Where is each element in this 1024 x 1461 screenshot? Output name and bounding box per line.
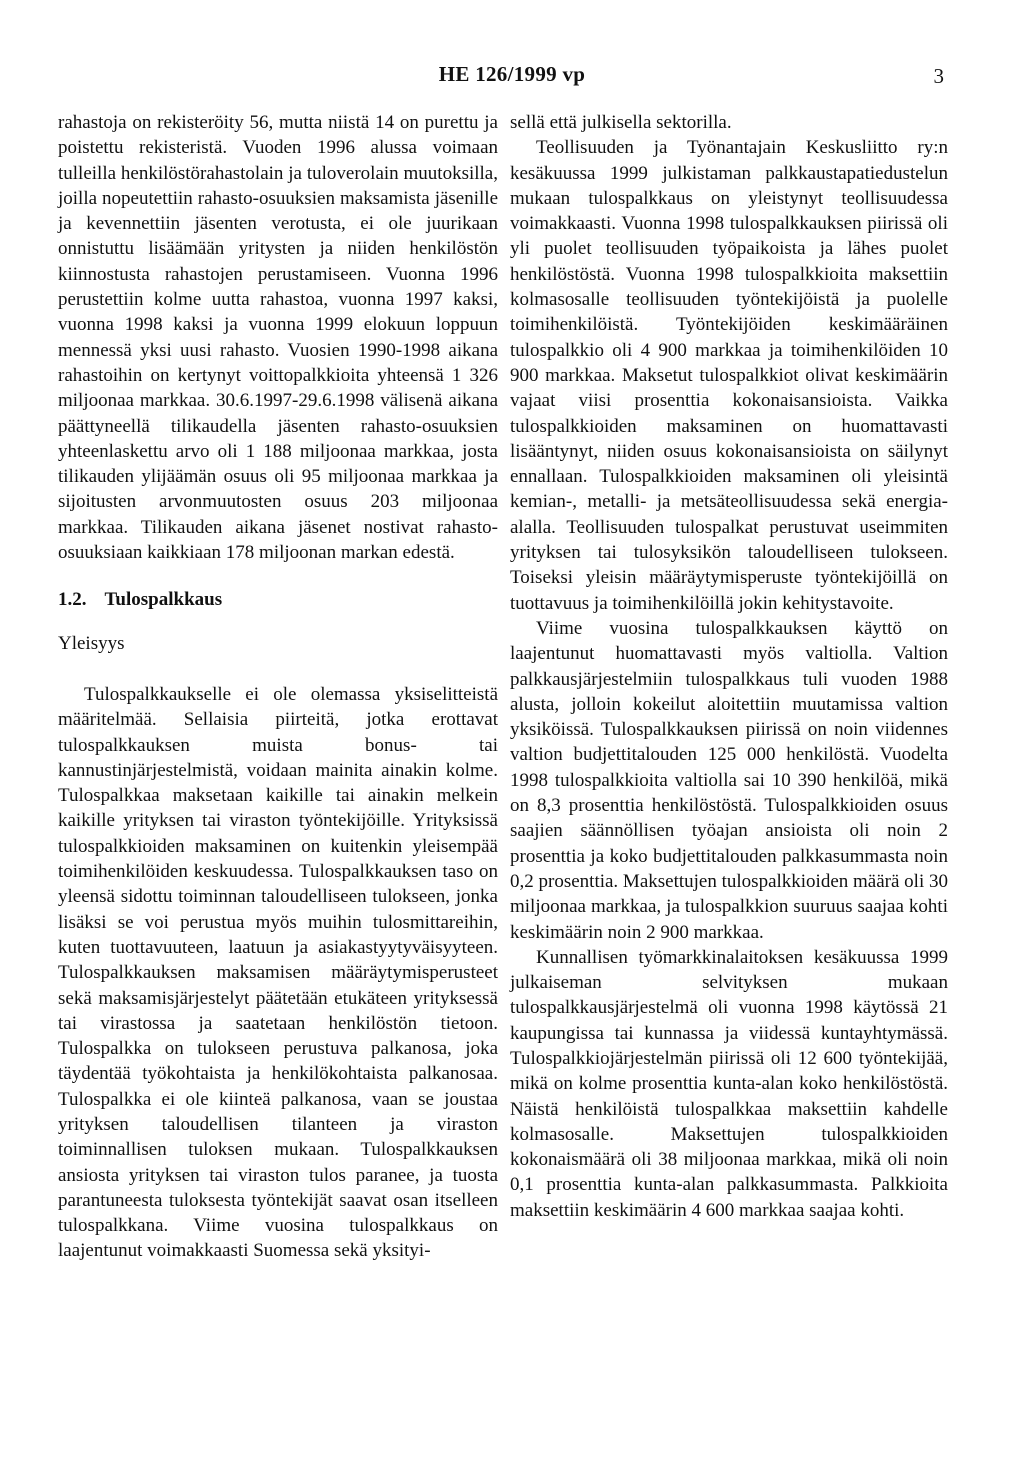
paragraph: sellä että julkisella sektorilla. xyxy=(510,112,732,133)
paragraph: Teollisuuden ja Työnantajain Keskusliitto ry:n kesäkuussa 1999 julkistaman palkkaustapatiedustelun mukaan tulospalkkaus on yleistynyt teollisuudessa voimakkaasti. Vuonna 1998 tulospalkkauksen piirissä oli yli puolet teollisuuden työpaikoista ja lähes puolet henkilöstöstä. Vuonna 1998 tulospalkkioita maksettiin kolmasosalle teollisuuden työntekijöistä ja puolelle toimihenkilöistä. Työntekijöiden keskimääräinen tulospalkkio oli 4 900 markkaa ja toimihenkilöiden 10 900 markkaa. Maksetut tulospalkkiot olivat keskimäärin vajaat viisi prosenttia kokonaisansioista. Vaikka tulospalkkioiden maksaminen on huomattavasti lisääntynyt, niiden osuus kokonaisansioista on säilynyt ennallaan. Tulospalkkioiden maksaminen oli yleisintä kemian-, metalli- ja metsäteollisuudessa sekä energia-alalla. Teollisuuden tulospalkat perustuvat useimmiten yrityksen tai tulosyksikön taloudelliseen tulokseen. Toiseksi yleisin määräytymisperuste työntekijöillä on tuottavuus ja toimihenkilöillä jokin kehitystavoite. xyxy=(510,137,948,614)
paragraph: Viime vuosina tulospalkkauksen käyttö on laajentunut huomattavasti myös valtiolla. Valtion palkkausjärjestelmiin tulospalkkaus tuli vuoden 1988 alusta, jolloin kokeilut aloitettiin muutamissa valtion yksiköissä. Tulospalkkauksen piirissä on noin viidennes valtion budjettitalouden 125 000 henkilöstä. Vuodelta 1998 tulospalkkioita valtiolla sai 10 390 henkilöä, mikä on 8,3 prosenttia henkilöstöstä. Tulospalkkioiden osuus saajien säännöllisen työajan ansioista oli noin 2 prosenttia ja koko budjettitalouden palkkasummasta noin 0,2 prosenttia. Maksettujen tulospalkkioiden määrä oli 30 miljoonaa markkaa, ja tulospalkkion suuruus saajaa kohti keskimäärin noin 2 900 markkaa. xyxy=(510,617,948,943)
paragraph: rahastoja on rekisteröity 56, mutta niistä 14 on purettu ja poistettu rekisteristä. Vuoden 1996 alussa voimaan tulleilla henkilöstörahastolain ja tuloverolain muutoksilla, joilla nopeutettiin rahasto-osuuksien maksamista jäsenille ja kevennettiin jäsenten verotusta, ei ole juurikaan onnistuttu lisäämään yritysten ja niiden henkilöstön kiinnostusta rahastojen perustamiseen. Vuonna 1996 perustettiin kolme uutta rahastoa, vuonna 1997 kaksi, vuonna 1998 kaksi ja vuonna 1999 elokuun loppuun mennessä yksi uusi rahasto. Vuosien 1990-1998 aikana rahastoihin on kertynyt voittopalkkioita yhteensä 1 326 miljoonaa markkaa. 30.6.1997-29.6.1998 välisenä aikana päättyneellä tilikaudella jäsenten rahasto-osuuksien yhteenlaskettu arvo oli 1 188 miljoonaa markkaa, josta tilikauden ylijäämän osuus oli 95 miljoonaa markkaa ja sijoitusten arvonmuutosten osuus 203 miljoonaa markkaa. Tilikauden aikana jäsenet nostivat rahasto-osuuksiaan kaikkiaan 178 miljoonan markan edestä. xyxy=(58,112,498,564)
section-number: 1.2. xyxy=(58,589,87,611)
left-column xyxy=(58,110,498,1264)
page-number: 3 xyxy=(933,64,944,88)
paragraph: Kunnallisen työmarkkinalaitoksen kesäkuussa 1999 julkaiseman selvityksen mukaan tulospalkkausjärjestelmä oli vuonna 1998 käytössä 21 kaupungissa tai kunnassa ja viidessä kuntayhtymässä. Tulospalkkiojärjestelmän piirissä oli 12 600 työntekijää, mikä on kolme prosenttia kunta-alan koko henkilöstöstä. Näistä henkilöistä tulospalkkaa maksettiin kahdelle kolmasosalle. Maksettujen tulospalkkioiden kokonaismäärä oli 38 miljoonaa markkaa, mikä oli noin 0,1 prosenttia kunta-alan palkkasummasta. Palkkioita maksettiin keskimäärin 4 600 markkaa saajaa kohti. xyxy=(510,946,948,1221)
section-heading xyxy=(58,587,498,612)
paragraph: Tulospalkkaukselle ei ole olemassa yksiselitteistä määritelmää. Sellaisia piirteitä, jotka erottavat tulospalkkauksen muista bonus- tai kannustinjärjestelmistä, voidaan mainita ainakin kolme. Tulospalkkaa maksetaan kaikille tai ainakin melkein kaikille yrityksen tai viraston työntekijöille. Yrityksissä tulospalkkioiden maksaminen on kuitenkin yleisempää toimihenkilöiden keskuudessa. Tulospalkkauksen taso on yleensä sidottu toiminnan taloudelliseen tulokseen, jonka lisäksi se voi perustua myös muihin tulosmittareihin, kuten tuottavuuteen, laatuun ja asiakastyytyväisyyteen. Tulospalkkauksen maksamisen määräytymisperusteet sekä maksamisjärjestelyt päätetään etukäteen yrityksessä tai virastossa ja saatetaan henkilöstön tietoon. Tulospalkka on tulokseen perustuva palkanosa, joka täydentää työkohtaista ja henkilökohtaista palkanosaa. Tulospalkka ei ole kiinteä palkanosa, vaan se joustaa yrityksen taloudellisen tilanteen ja viraston toiminnallisen tuloksen mukaan. Tulospalkkauksen ansiosta yrityksen tai viraston tulos paranee, ja tuosta parantuneesta tuloksesta työntekijät saavat osan itselleen tulospalkkana. Viime vuosina tulospalkkaus on laajentunut voimakkaasti Suomessa sekä yksityi- xyxy=(58,683,498,1262)
right-column xyxy=(510,110,948,1223)
section-title: Tulospalkkaus xyxy=(104,589,223,611)
subheading: Yleisyys xyxy=(58,632,125,654)
document-header-title: HE 126/1999 vp xyxy=(438,62,586,86)
